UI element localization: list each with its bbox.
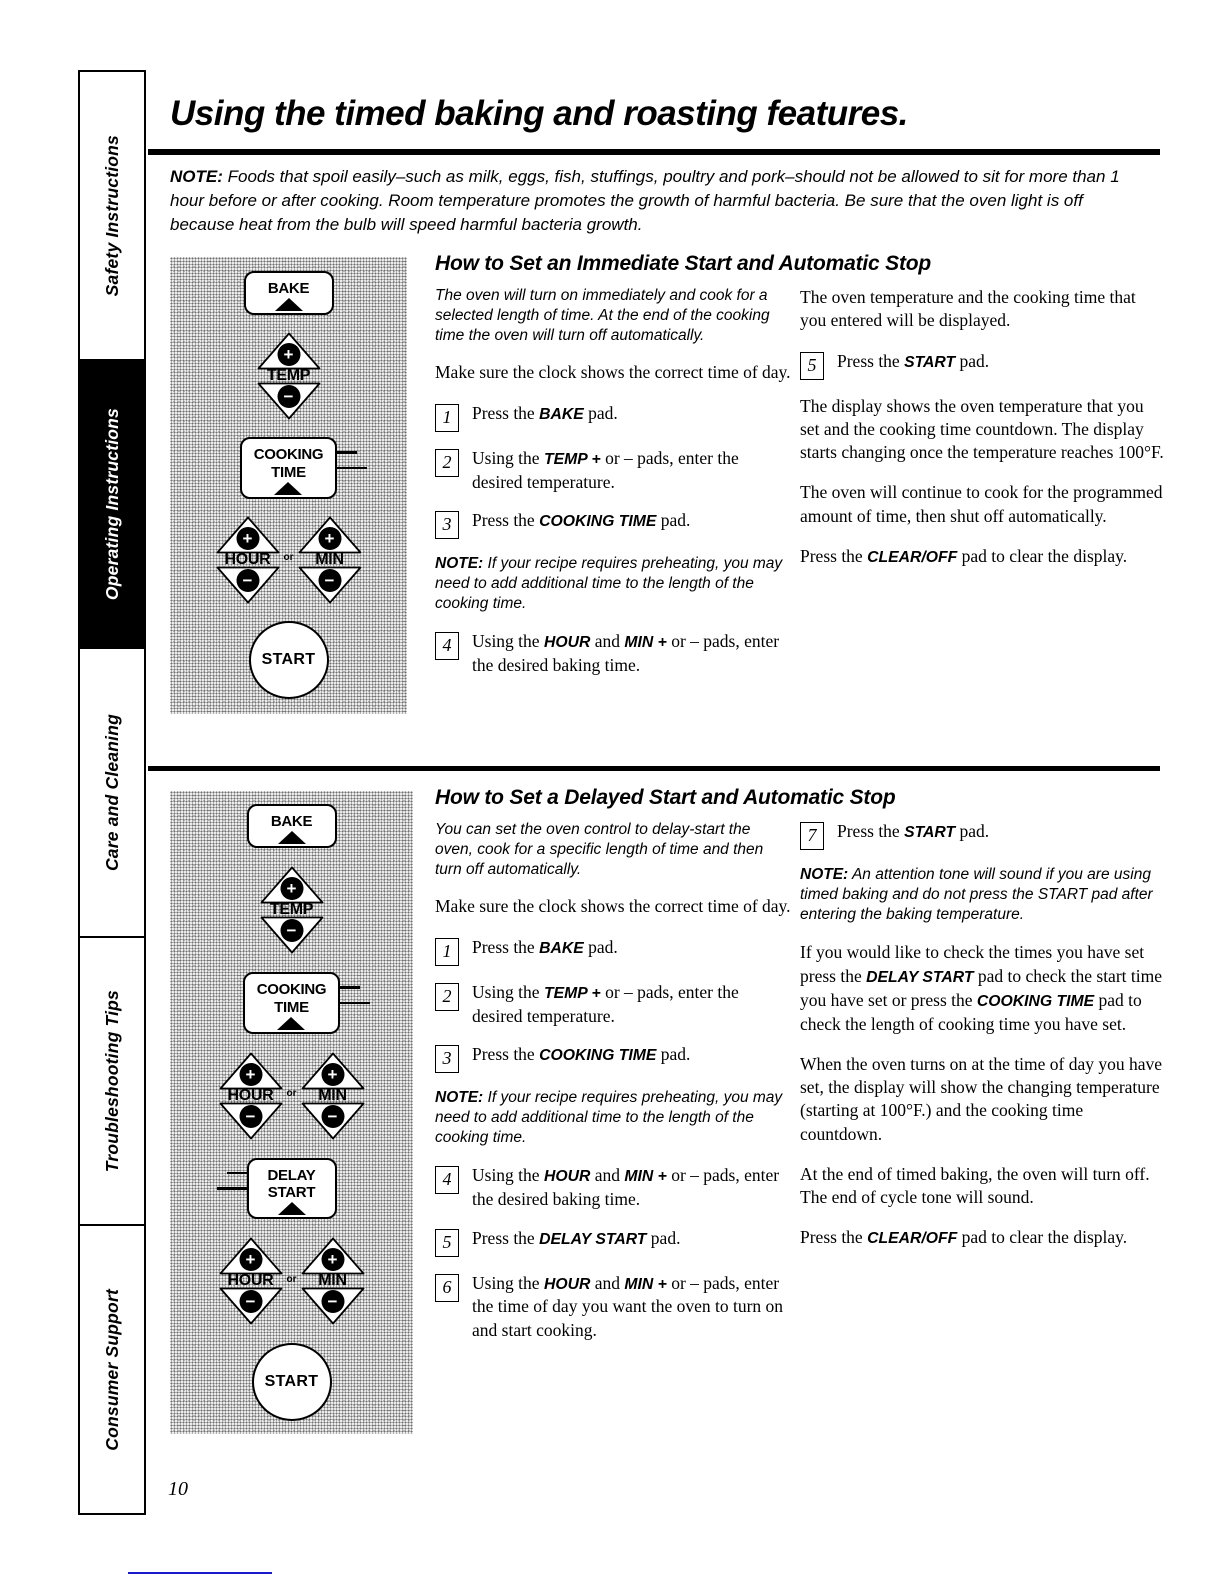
minus-icon: − [321,1290,344,1313]
delay-start-pad [247,1158,337,1220]
callout-line [340,1002,370,1005]
section-heading-immediate-start: How to Set an Immediate Start and Automatic Stop [435,252,932,275]
step-text: Press the BAKE pad. [472,402,618,423]
min-down-pad [301,1287,365,1325]
temp-up-pad [260,866,324,904]
sidebar-tab-label: Consumer Support [101,1288,122,1451]
delay-start-pad-label: START [267,1184,316,1201]
min-stepper [301,1052,365,1140]
section-intro: You can set the oven control to delay-start the oven, cook for a specific length of time and then turn off automatically. [435,821,764,879]
cooking-time-pad-label: COOKING [256,981,327,999]
step-number: 2 [435,983,459,1011]
step [435,447,791,494]
paragraph: Make sure the clock shows the correct time of day. [435,362,791,383]
callout-lines [217,1172,247,1190]
paragraph: If you would like to check the times you have set press the DELAY START pad to check the start time you have set or press the COOKING TIME pad to check the length of cooking time you have set. [800,942,1162,1034]
step-number: 1 [435,404,459,432]
temp-stepper [257,332,321,420]
cooking-time-pad-label: COOKING [253,446,324,464]
minus-icon: − [277,385,300,408]
step-text: Press the BAKE pad. [472,936,618,957]
paragraph: Press the CLEAR/OFF pad to clear the display. [800,1227,1128,1248]
hour-down-pad [219,1287,283,1325]
cooking-time-pad [243,972,341,1034]
page-title: Using the timed baking and roasting features. [170,94,908,133]
paragraph: The oven will continue to cook for the programmed amount of time, then shut off automatically. [800,482,1163,526]
step [800,820,1166,850]
callout-line [227,1172,247,1175]
title-rule [148,149,1160,155]
step-text: Press the COOKING TIME pad. [472,1043,691,1064]
indicator-triangle-icon [274,482,302,495]
min-down-pad [301,1102,365,1140]
hour-min-steppers [219,1237,365,1325]
step-number: 5 [800,352,824,380]
control-panel-diagram-immediate [170,257,407,714]
plus-icon: + [239,1063,262,1086]
step-text: Press the DELAY START pad. [472,1227,681,1248]
callout-lines [337,451,367,469]
callout-lines [340,986,370,1004]
step [435,1043,791,1073]
start-pad: START [249,621,329,699]
step [435,1164,791,1211]
step-text: Using the HOUR and MIN + or – pads, enter the desired baking time. [472,1165,780,1210]
step [435,1227,791,1257]
cooking-time-pad-label: TIME [274,998,309,1016]
delay-start-pad-label: DELAY [267,1166,316,1184]
indicator-triangle-icon [278,1202,306,1215]
min-up-pad [301,1237,365,1275]
step [435,1272,791,1342]
paragraph: When the oven turns on at the time of day you have set, the display will show the changing temperature (starting at 100°F.) and the cooking time countdown. [800,1053,1163,1144]
paragraph: Press the CLEAR/OFF pad to clear the display. [800,545,1128,566]
control-panel-diagram-delayed [170,791,413,1434]
hour-stepper [219,1237,283,1325]
temp-label: TEMP [266,367,311,385]
indicator-triangle-icon [275,298,303,311]
bake-pad-label: BAKE [270,813,313,830]
minus-icon: − [239,1290,262,1313]
plus-icon: + [321,1248,344,1271]
sidebar-tabs [78,70,146,1515]
section-divider [148,766,1160,771]
hour-up-pad [219,1052,283,1090]
section1-left-column [435,286,791,693]
cooking-time-pad-label: TIME [271,463,306,481]
plus-icon: + [318,527,341,550]
hour-down-pad [216,566,280,604]
minus-icon: − [236,569,259,592]
step [435,509,791,539]
section2-left-column [435,820,791,1357]
step-text: Using the HOUR and MIN + or – pads, enter the desired baking time. [472,631,780,676]
minus-icon: − [239,1105,262,1128]
indicator-triangle-icon [277,1017,305,1030]
sidebar-tab-label: Operating Instructions [101,407,122,601]
min-stepper [298,516,362,604]
step-text: Using the TEMP + or – pads, enter the desired temperature. [472,981,739,1026]
plus-icon: + [277,343,300,366]
hour-min-steppers [216,516,362,604]
sidebar-tab-safety-instructions [78,70,146,361]
step-text: Using the HOUR and MIN + or – pads, enter the time of day you want the oven to turn on and start cooking. [472,1272,784,1340]
hour-down-pad [219,1102,283,1140]
section2-right-column [800,820,1166,1267]
sidebar-tab-operating-instructions [78,359,146,650]
section-heading-delayed-start: How to Set a Delayed Start and Automatic Stop [435,786,896,809]
step-number: 5 [435,1229,459,1257]
step-number: 4 [435,632,459,660]
sidebar-tab-consumer-support [78,1224,146,1515]
step-text: Press the COOKING TIME pad. [472,509,691,530]
hour-up-pad [219,1237,283,1275]
hour-min-steppers [219,1052,365,1140]
bake-pad [244,271,334,315]
min-up-pad [301,1052,365,1090]
step-number: 7 [800,822,824,850]
min-label: MIN [318,1272,347,1290]
note: NOTE: If your recipe requires preheating, you may need to add additional time to the length of the cooking time. [435,1088,783,1147]
step-number: 2 [435,449,459,477]
step [800,350,1166,380]
sidebar-tab-troubleshooting-tips [78,936,146,1227]
or-label: or [283,552,294,564]
step [435,630,791,677]
step-text: Press the START pad. [837,350,990,371]
paragraph: The display shows the oven temperature that you set and the cooking time countdown. The display starts changing once the temperature reaches 100°F. [800,395,1164,463]
step-number: 3 [435,511,459,539]
min-up-pad [298,516,362,554]
callout-line [217,1187,247,1190]
indicator-triangle-icon [278,831,306,844]
paragraph: The oven temperature and the cooking time that you entered will be displayed. [800,287,1136,331]
min-stepper [301,1237,365,1325]
hour-stepper [216,516,280,604]
note: NOTE: If your recipe requires preheating, you may need to add additional time to the length of the cooking time. [435,554,783,613]
footer-rule [128,1572,272,1574]
hour-label: HOUR [227,1272,274,1290]
step [435,936,791,966]
min-label: MIN [315,550,344,568]
sidebar-tab-care-and-cleaning [78,647,146,938]
temp-stepper [260,866,324,954]
minus-icon: − [318,569,341,592]
start-pad: START [252,1343,332,1421]
hour-label: HOUR [227,1086,274,1104]
paragraph: Make sure the clock shows the correct time of day. [435,896,791,917]
step-text: Press the START pad. [837,821,990,841]
step-number: 4 [435,1166,459,1194]
or-label: or [286,1273,297,1285]
sidebar-tab-label: Care and Cleaning [101,713,122,872]
section-intro: The oven will turn on immediately and cook for a selected length of time. At the end of the cooking time the oven will turn off automatically. [435,287,770,345]
step-number: 6 [435,1274,459,1302]
top-note [170,165,1138,236]
bake-pad-label: BAKE [267,280,310,297]
hour-up-pad [216,516,280,554]
hour-stepper [219,1052,283,1140]
cooking-time-pad [240,437,338,499]
temp-label: TEMP [269,901,314,919]
temp-up-pad [257,332,321,370]
or-label: or [286,1088,297,1100]
minus-icon: − [280,919,303,942]
paragraph: At the end of timed baking, the oven will turn off. The end of cycle tone will sound. [800,1163,1150,1208]
step-number: 3 [435,1045,459,1073]
note: NOTE: An attention tone will sound if you are using timed baking and do not press the START pad after entering the baking temperature. [800,866,1153,924]
section1-right-column [800,286,1166,586]
step [435,402,791,432]
plus-icon: + [236,527,259,550]
hour-label: HOUR [224,550,271,568]
callout-line [337,467,367,470]
bake-pad [247,804,337,848]
sidebar-tab-label: Safety Instructions [101,134,122,297]
plus-icon: + [280,877,303,900]
page-number: 10 [168,1478,188,1500]
callout-line [340,986,360,989]
sidebar-tab-label: Troubleshooting Tips [101,989,122,1173]
step-text: Using the TEMP + or – pads, enter the desired temperature. [472,447,739,492]
min-down-pad [298,566,362,604]
temp-down-pad [260,916,324,954]
plus-icon: + [239,1248,262,1271]
note-text: Foods that spoil easily–such as milk, eggs, fish, stuffings, poultry and pork–should not be allowed to sit for more than 1 hour before or after cooking. Room temperature promotes the growth of harmful bacteria. Be sure that the oven light is off because heat from the bulb will speed harmful bacteria growth. [170,167,1120,234]
callout-line [337,451,357,454]
temp-down-pad [257,382,321,420]
step-number: 1 [435,938,459,966]
step [435,981,791,1028]
note-label: NOTE: [170,167,223,186]
min-label: MIN [318,1086,347,1104]
minus-icon: − [321,1105,344,1128]
plus-icon: + [321,1063,344,1086]
